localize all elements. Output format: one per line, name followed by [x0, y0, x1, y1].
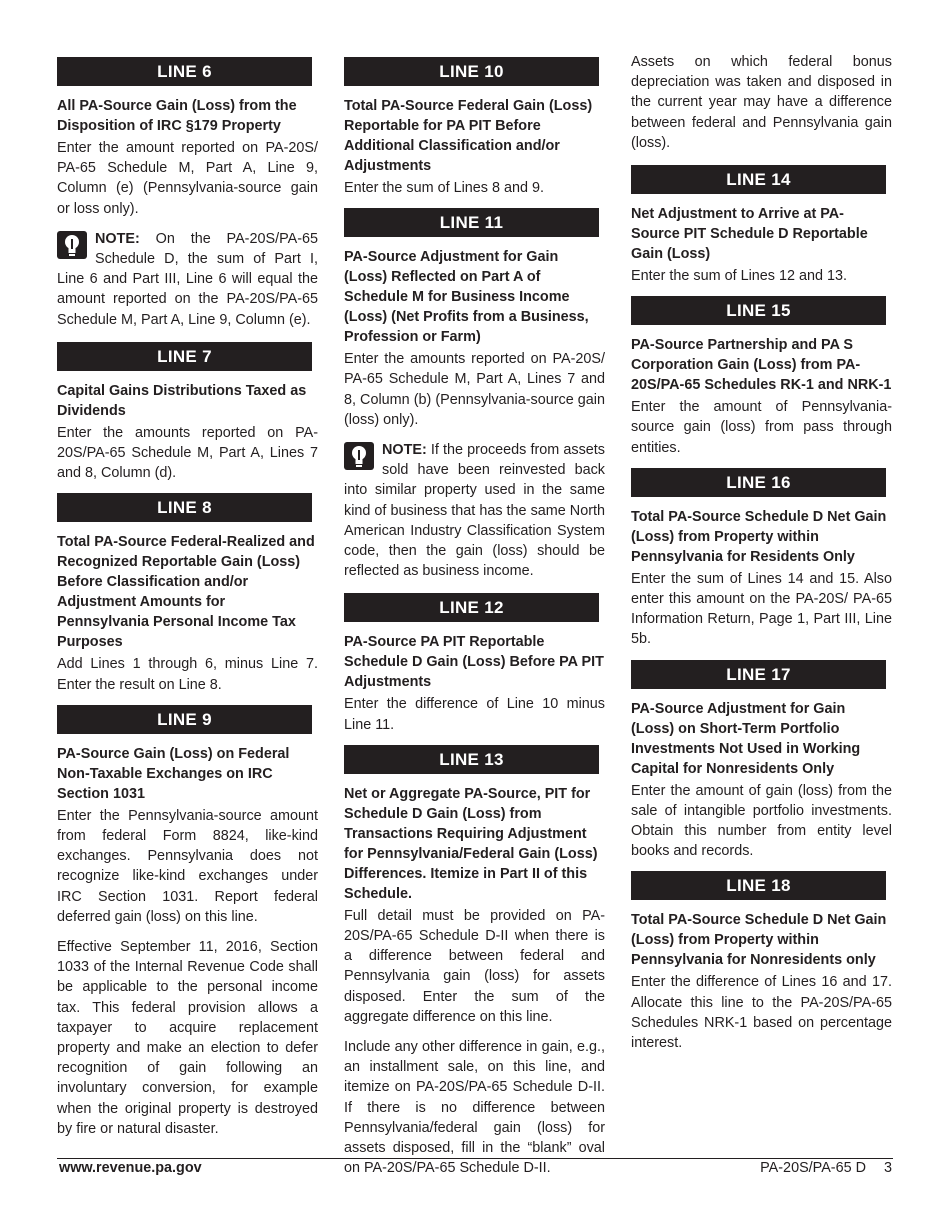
line-17-header: LINE 17 — [631, 660, 886, 689]
note-text: If the proceeds from assets sold have been reinvested back into similar property used in the same kind of business that has the same North American Industry Classification System code, then the gain (loss) should be reflected as business income. — [344, 442, 606, 580]
line-11-header: LINE 11 — [344, 208, 599, 237]
line-13-header: LINE 13 — [344, 745, 599, 774]
footer-url[interactable]: www.revenue.pa.gov — [59, 1160, 202, 1176]
line-15-subtitle: PA-Source Partnership and PA S Corporation Gain (Loss) from PA-20S/PA-65 Schedules RK-1 and NRK-1 — [631, 337, 892, 394]
footer-divider — [57, 1158, 893, 1159]
lightbulb-icon — [344, 442, 374, 470]
line-13-text: Full detail must be provided on PA-20S/PA-65 Schedule D-II when there is a difference between federal and Pennsylvania gain (loss) for assets disposed. Enter the sum of the aggregate difference on this line. — [344, 907, 605, 1025]
line-10-subtitle: Total PA-Source Federal Gain (Loss) Reportable for PA PIT Before Additional Classification and/or Adjustments — [344, 98, 593, 174]
line-12-subtitle: PA-Source PA PIT Reportable Schedule D Gain (Loss) Before PA PIT Adjustments — [344, 634, 604, 691]
line-6-text: Enter the amount reported on PA-20S/ PA-65 Schedule M, Part A, Line 9, Column (e) (Pennsylvania-source gain or loss only). — [57, 140, 318, 217]
line-17-subtitle: PA-Source Adjustment for Gain (Loss) on Short-Term Portfolio Investments Not Used in Working Capital for Nonresidents Only — [631, 700, 861, 777]
line-16-text: Enter the sum of Lines 14 and 15. Also enter this amount on the PA-20S/ PA-65 Information Return, Page 1, Part III, Line 5b. — [631, 570, 892, 648]
line-17-text: Enter the amount of gain (loss) from the sale of intangible portfolio investments. Obtain this number from entity level books and records. — [631, 782, 892, 860]
column-left — [57, 52, 318, 1149]
line-14-text: Enter the sum of Lines 12 and 13. — [631, 268, 848, 285]
line-9-text: Enter the Pennsylvania-source amount from federal Form 8824, like-kind exchanges. Pennsylvania does not recognize like-kind exchanges under IRC Section 1031. Report federal deferred gain (loss) on this line. — [57, 807, 318, 925]
line-13-text-2: Include any other difference in gain, e.g., an installment sale, on this line, and itemize on PA-20S/PA-65 Schedule D-II. If there is no difference between Pennsylvania/federal gain (loss) for assets disposed, fill in the “blank” oval on PA-20S/PA-65 Schedule D-II. — [344, 1039, 605, 1177]
note-label: NOTE: — [382, 442, 427, 459]
footer-form-info — [760, 1160, 892, 1176]
line-18-subtitle: Total PA-Source Schedule D Net Gain (Loss) from Property within Pennsylvania for Nonresidents only — [631, 912, 887, 969]
line-16-header: LINE 16 — [631, 468, 886, 497]
line-6-note — [57, 229, 318, 330]
line-15-header: LINE 15 — [631, 296, 886, 325]
line-6-subtitle: All PA-Source Gain (Loss) from the Disposition of IRC §179 Property — [57, 98, 297, 134]
bonus-depreciation-text: Assets on which federal bonus depreciation was taken and disposed in the current year may have a difference between federal and Pennsylvania gain (loss). — [631, 54, 892, 151]
page-number: 3 — [883, 1160, 892, 1176]
column-middle — [344, 52, 605, 1188]
line-10-text: Enter the sum of Lines 8 and 9. — [344, 180, 544, 196]
line-9-text-2: Effective September 11, 2016, Section 1033 of the Internal Revenue Code shall be applicable to the personal income tax. This federal provision allows a taxpayer to acquire replacement property and make an election to defer recognition of gain following an involuntary conversion, for example when the original property is destroyed by fire or natural disaster. — [57, 939, 318, 1137]
line-12-text: Enter the difference of Line 10 minus Line 11. — [344, 696, 605, 733]
column-right — [631, 52, 892, 1063]
line-7-text: Enter the amounts reported on PA-20S/PA-65 Schedule M, Part A, Lines 7 and 8, Column (d). — [57, 424, 318, 482]
line-8-header: LINE 8 — [57, 493, 312, 522]
line-7-subtitle: Capital Gains Distributions Taxed as Dividends — [57, 382, 307, 419]
line-18-header: LINE 18 — [631, 871, 886, 900]
line-11-text: Enter the amounts reported on PA-20S/ PA-65 Schedule M, Part A, Lines 7 and 8, Column (b) (Pennsylvania-source gain (loss) only). — [344, 351, 605, 428]
note-label: NOTE: — [95, 230, 140, 247]
line-9-header: LINE 9 — [57, 705, 312, 734]
line-11-note — [344, 440, 605, 581]
line-11-subtitle: PA-Source Adjustment for Gain (Loss) Reflected on Part A of Schedule M for Business Income (Loss) (Net Profits from a Business, Profession or Farm) — [344, 249, 589, 346]
line-12-header: LINE 12 — [344, 593, 599, 622]
line-18-text: Enter the difference of Lines 16 and 17. Allocate this line to the PA-20S/PA-65 Schedules NRK-1 based on percentage interest. — [631, 974, 892, 1052]
line-6-header: LINE 6 — [57, 57, 312, 86]
line-8-subtitle: Total PA-Source Federal-Realized and Recognized Reportable Gain (Loss) Before Classification and/or Adjustment Amounts for Pennsylvania Personal Income Tax Purposes — [57, 534, 315, 651]
footer-form-id: PA-20S/PA-65 D — [760, 1160, 866, 1176]
line-15-text: Enter the amount of Pennsylvania-source gain (loss) from pass through entities. — [631, 399, 892, 456]
line-10-header: LINE 10 — [344, 57, 599, 86]
line-14-header: LINE 14 — [631, 165, 886, 194]
lightbulb-icon — [57, 231, 87, 259]
line-16-subtitle: Total PA-Source Schedule D Net Gain (Loss) from Property within Pennsylvania for Residents Only — [631, 508, 887, 565]
line-8-text: Add Lines 1 through 6, minus Line 7. Enter the result on Line 8. — [57, 656, 318, 693]
line-7-header: LINE 7 — [57, 342, 312, 371]
note-text: On the PA-20S/PA-65 Schedule D, the sum of Part I, Line 6 and Part III, Line 6 will equal the amount reported on the PA-20S/PA-65 Schedule M, Part A, Line 9, Column (e). — [57, 230, 318, 328]
line-9-subtitle: PA-Source Gain (Loss) on Federal Non-Taxable Exchanges on IRC Section 1031 — [57, 745, 290, 802]
line-14-subtitle: Net Adjustment to Arrive at PA-Source PIT Schedule D Reportable Gain (Loss) — [631, 206, 868, 263]
line-13-subtitle: Net or Aggregate PA-Source, PIT for Schedule D Gain (Loss) from Transactions Requiring Adjustment for Pennsylvania/Federal Gain (Loss) Differences. Itemize in Part II of this Schedule. — [344, 785, 598, 902]
